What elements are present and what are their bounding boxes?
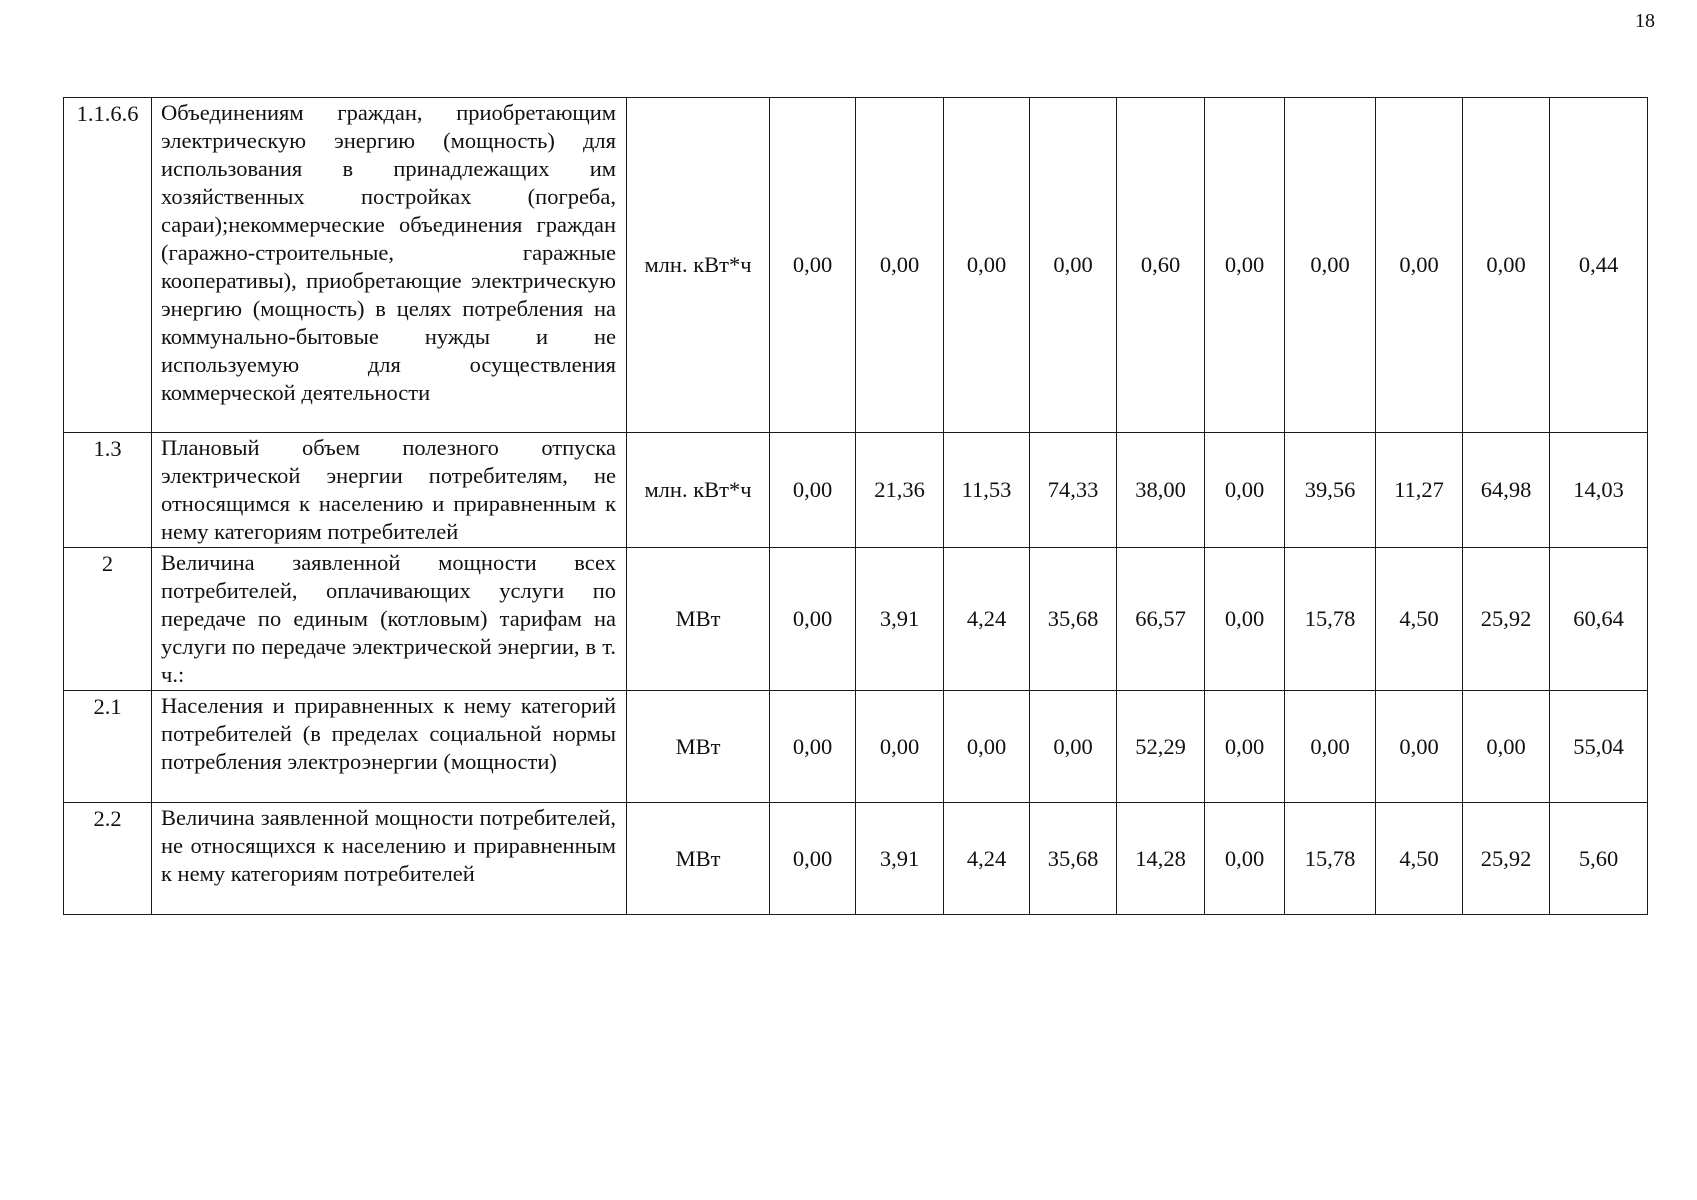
row-value-7: 0,00 xyxy=(1285,691,1376,803)
row-value-7: 15,78 xyxy=(1285,803,1376,915)
row-value-5: 66,57 xyxy=(1117,548,1205,691)
data-table-container xyxy=(63,97,1647,915)
row-value-5: 14,28 xyxy=(1117,803,1205,915)
row-value-1: 0,00 xyxy=(770,691,856,803)
page-number: 18 xyxy=(1635,10,1655,32)
row-value-3: 11,53 xyxy=(944,433,1030,548)
row-number: 2.1 xyxy=(64,691,152,803)
row-value-4: 0,00 xyxy=(1030,691,1117,803)
row-value-7: 39,56 xyxy=(1285,433,1376,548)
row-number: 1.3 xyxy=(64,433,152,548)
row-value-6: 0,00 xyxy=(1205,803,1285,915)
row-value-10: 0,44 xyxy=(1550,98,1648,433)
row-value-8: 0,00 xyxy=(1376,691,1463,803)
row-value-6: 0,00 xyxy=(1205,433,1285,548)
row-value-1: 0,00 xyxy=(770,548,856,691)
row-value-9: 0,00 xyxy=(1463,691,1550,803)
row-value-5: 52,29 xyxy=(1117,691,1205,803)
row-value-9: 0,00 xyxy=(1463,98,1550,433)
row-unit: млн. кВт*ч xyxy=(627,98,770,433)
table-body xyxy=(64,98,1648,915)
row-value-6: 0,00 xyxy=(1205,98,1285,433)
row-value-3: 4,24 xyxy=(944,548,1030,691)
row-value-8: 11,27 xyxy=(1376,433,1463,548)
table-row xyxy=(64,98,1648,433)
row-value-1: 0,00 xyxy=(770,98,856,433)
row-value-7: 15,78 xyxy=(1285,548,1376,691)
row-value-2: 21,36 xyxy=(856,433,944,548)
row-value-3: 0,00 xyxy=(944,98,1030,433)
row-number: 1.1.6.6 xyxy=(64,98,152,433)
row-value-4: 35,68 xyxy=(1030,548,1117,691)
table-row xyxy=(64,803,1648,915)
row-value-10: 60,64 xyxy=(1550,548,1648,691)
row-description: Плановый объем полезного отпуска электрической энергии потребителям, не относящимся к населению и приравненным к нему категориям потребителей xyxy=(152,433,627,548)
row-unit: млн. кВт*ч xyxy=(627,433,770,548)
row-value-10: 55,04 xyxy=(1550,691,1648,803)
row-number: 2.2 xyxy=(64,803,152,915)
row-unit: МВт xyxy=(627,691,770,803)
row-value-1: 0,00 xyxy=(770,433,856,548)
table-row xyxy=(64,691,1648,803)
row-value-4: 0,00 xyxy=(1030,98,1117,433)
row-description: Величина заявленной мощности потребителей, не относящихся к населению и приравненным к нему категориям потребителей xyxy=(152,803,627,915)
row-value-2: 3,91 xyxy=(856,803,944,915)
row-value-8: 4,50 xyxy=(1376,548,1463,691)
row-value-8: 0,00 xyxy=(1376,98,1463,433)
row-value-10: 14,03 xyxy=(1550,433,1648,548)
row-value-7: 0,00 xyxy=(1285,98,1376,433)
row-value-9: 25,92 xyxy=(1463,803,1550,915)
row-value-2: 3,91 xyxy=(856,548,944,691)
row-value-3: 4,24 xyxy=(944,803,1030,915)
row-value-8: 4,50 xyxy=(1376,803,1463,915)
row-value-9: 25,92 xyxy=(1463,548,1550,691)
row-unit: МВт xyxy=(627,803,770,915)
row-value-3: 0,00 xyxy=(944,691,1030,803)
row-value-4: 35,68 xyxy=(1030,803,1117,915)
row-value-1: 0,00 xyxy=(770,803,856,915)
tariff-table xyxy=(63,97,1648,915)
table-row xyxy=(64,548,1648,691)
row-value-2: 0,00 xyxy=(856,98,944,433)
row-value-4: 74,33 xyxy=(1030,433,1117,548)
row-value-6: 0,00 xyxy=(1205,548,1285,691)
row-value-2: 0,00 xyxy=(856,691,944,803)
table-row xyxy=(64,433,1648,548)
row-value-10: 5,60 xyxy=(1550,803,1648,915)
row-value-9: 64,98 xyxy=(1463,433,1550,548)
row-description: Объединениям граждан, приобретающим электрическую энергию (мощность) для использования в принадлежащих им хозяйственных постройках (погреба, сараи);некоммерческие объединения граждан (гаражно-строительные, гаражные кооперативы), приобретающие электрическую энергию (мощность) в целях потребления на коммунально-бытовые нужды и не используемую для осуществления коммерческой деятельности xyxy=(152,98,627,433)
row-value-6: 0,00 xyxy=(1205,691,1285,803)
row-description: Населения и приравненных к нему категорий потребителей (в пределах социальной нормы потребления электроэнергии (мощности) xyxy=(152,691,627,803)
row-number: 2 xyxy=(64,548,152,691)
row-description: Величина заявленной мощности всех потребителей, оплачивающих услуги по передаче по единым (котловым) тарифам на услуги по передаче электрической энергии, в т. ч.: xyxy=(152,548,627,691)
row-value-5: 38,00 xyxy=(1117,433,1205,548)
row-unit: МВт xyxy=(627,548,770,691)
row-value-5: 0,60 xyxy=(1117,98,1205,433)
